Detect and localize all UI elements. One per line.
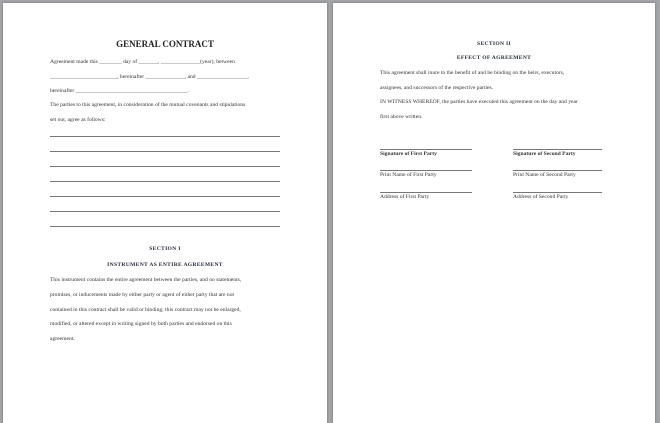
section-title: INSTRUMENT AS ENTIRE AGREEMENT <box>107 262 223 268</box>
section-line: IN WITNESS WHEREOF, the parties have executed this agreement on the day and year <box>380 99 578 105</box>
section-title: EFFECT OF AGREEMENT <box>456 55 532 61</box>
second-party-address-label: Address of Second Party <box>513 194 569 200</box>
intro-line: Agreement made this ________ day of _______, ______________(year), between <box>50 59 235 65</box>
blank-line <box>50 226 280 227</box>
signature-line <box>380 149 472 150</box>
first-party-name-label: Print Name of First Party <box>380 172 437 178</box>
signature-line <box>513 170 602 171</box>
signature-line <box>513 149 602 150</box>
second-party-signature-label: Signature of Second Party <box>513 151 576 157</box>
signature-line <box>380 192 472 193</box>
section-line: agreement. <box>50 336 75 342</box>
section-number: SECTION I <box>149 246 181 252</box>
section-line: first above written. <box>380 114 423 120</box>
document-page-2 <box>333 3 655 423</box>
blank-line <box>50 196 280 197</box>
second-party-name-label: Print Name of Second Party <box>513 172 576 178</box>
blank-line <box>50 136 280 137</box>
intro-line: hereinafter ________________________________________. <box>50 88 189 94</box>
section-line: contained in this contract shall be valid or binding; this contract may not be enlarged, <box>50 307 241 313</box>
blank-line <box>50 181 280 182</box>
section-number: SECTION II <box>477 41 511 47</box>
intro-line: set out, agree as follows: <box>50 117 106 123</box>
signature-line <box>513 192 602 193</box>
intro-line: ________________________, hereinafter ______________, and __________________, <box>50 74 249 80</box>
blank-line <box>50 151 280 152</box>
section-line: This agreement shall inure to the benefit of and be binding on the heirs, executors, <box>380 70 565 76</box>
section-line: promises, or inducements made by either party or agent of either party that are not <box>50 292 235 298</box>
section-line: assignees, and successors of the respective parties. <box>380 85 494 91</box>
section-line: This instrument contains the entire agreement between the parties, and no statements, <box>50 277 242 283</box>
blank-line <box>50 211 280 212</box>
first-party-address-label: Address of First Party <box>380 194 430 200</box>
first-party-signature-label: Signature of First Party <box>380 151 437 157</box>
signature-line <box>380 170 472 171</box>
section-line: modified, or altered except in writing signed by both parties and endorsed on this <box>50 321 232 327</box>
document-page-1 <box>3 3 327 423</box>
intro-line: The parties to this agreement, in consideration of the mutual covenants and stipulations <box>50 102 246 108</box>
blank-line <box>50 166 280 167</box>
document-title: GENERAL CONTRACT <box>116 39 214 49</box>
